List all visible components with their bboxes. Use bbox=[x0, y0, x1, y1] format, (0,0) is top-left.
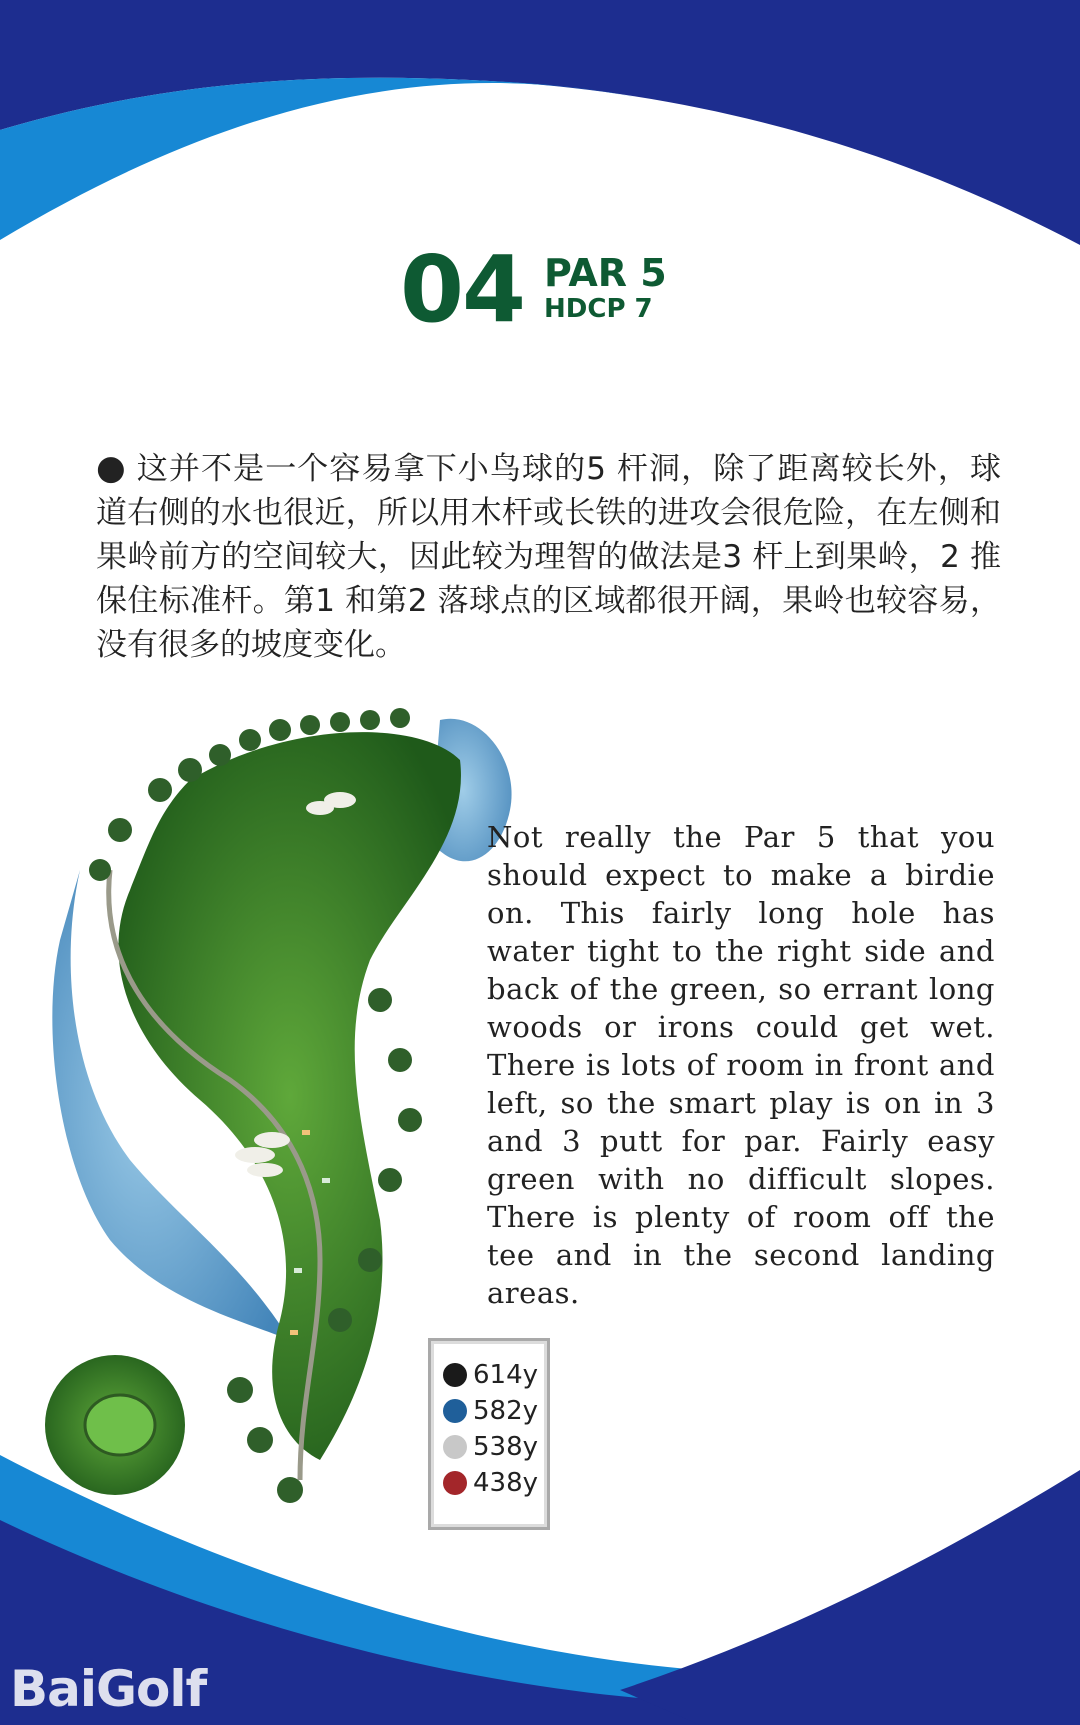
description-chinese-text: 这并不是一个容易拿下小鸟球的5 杆洞，除了距离较长外，球道右侧的水也很近，所以用木杆或长铁的进攻会很危险，在左侧和果岭前方的空间较大，因此较为理智的做法是3 杆上到果岭，2 推保住标准杆。第1 和第2 落球点的区域都很开阔，果岭也较容易，没有很多的坡度变化。 bbox=[96, 451, 1002, 663]
legend-row-blue-tee bbox=[443, 1393, 547, 1429]
bullet-icon: ● bbox=[96, 448, 127, 488]
legend-label: 614y bbox=[473, 1360, 539, 1390]
description-english: Not really the Par 5 that you should expect to make a birdie on. This fairly long hole has water tight to the right side and back of the green, so errant long woods or irons could get wet. There is lots of room in front and left, so the smart play is on in 3 and 3 putt for par. Fairly easy green with no difficult slopes. There is plenty of room off the tee and in the second landing areas. bbox=[487, 820, 995, 1310]
bunker bbox=[306, 801, 334, 815]
legend-label: 538y bbox=[473, 1432, 539, 1462]
hole-header bbox=[400, 236, 667, 343]
legend-row-black-tee bbox=[443, 1357, 547, 1393]
watermark-logo: BaiGolf bbox=[10, 1660, 207, 1718]
legend-row-red-tee bbox=[443, 1465, 547, 1501]
bunker bbox=[247, 1163, 283, 1177]
red-tee-dot bbox=[443, 1471, 467, 1495]
fairway bbox=[118, 732, 461, 1460]
hole-meta bbox=[544, 251, 667, 325]
tee-marker bbox=[294, 1268, 302, 1273]
par-label: PAR 5 bbox=[544, 251, 667, 296]
bunker bbox=[235, 1147, 275, 1163]
legend-row-white-tee bbox=[443, 1429, 547, 1465]
tee-marker bbox=[302, 1130, 310, 1135]
hole-number: 04 bbox=[400, 236, 525, 343]
tee-marker bbox=[322, 1178, 330, 1183]
blue-tee-dot bbox=[443, 1399, 467, 1423]
bunker bbox=[254, 1132, 290, 1148]
hdcp-label: HDCP 7 bbox=[544, 294, 653, 325]
black-tee-dot bbox=[443, 1363, 467, 1387]
tee-distance-legend bbox=[428, 1338, 550, 1530]
green-inset-surface bbox=[85, 1395, 155, 1455]
white-tee-dot bbox=[443, 1435, 467, 1459]
legend-label: 438y bbox=[473, 1468, 539, 1498]
legend-label: 582y bbox=[473, 1396, 539, 1426]
bottom-banner-dark-right bbox=[620, 1470, 1080, 1725]
tee-marker bbox=[290, 1330, 298, 1335]
description-chinese bbox=[96, 446, 1001, 667]
